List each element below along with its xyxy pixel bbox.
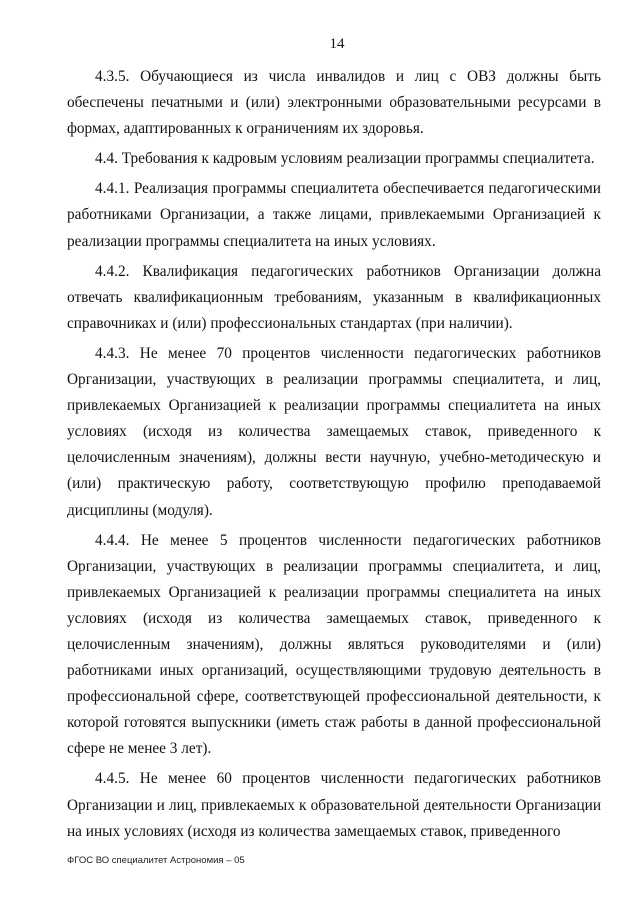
paragraph-4-4-3: 4.4.3. Не менее 70 процентов численности педагогических работников Организации, участвующих в реализации программы специалитета, и лиц, привлекаемых Организацией к реализации программы специалитета на иных условиях (исходя из количества замещаемых ставок, приведенного к целочисленным значениям), должны вести научную, учебно-методическую и (или) практическую работу, соответствующую профилю преподаваемой дисциплины (модуля). bbox=[67, 344, 601, 519]
page-footer: ФГОС ВО специалитет Астрономия – 05 bbox=[67, 855, 245, 866]
paragraph-4-3-5: 4.3.5. Обучающиеся из числа инвалидов и лиц с ОВЗ должны быть обеспечены печатными и (или) электронными образовательными ресурсами в формах, адаптированных к ограничениям их здоровья. bbox=[67, 68, 601, 138]
paragraph-4-4-1: 4.4.1. Реализация программы специалитета обеспечивается педагогическими работниками Организации, а также лицами, привлекаемыми Организацией к реализации программы специалитета на иных условиях. bbox=[67, 180, 601, 250]
page-number: 14 bbox=[329, 36, 345, 52]
paragraph-4-4-5: 4.4.5. Не менее 60 процентов численности педагогических работников Организации и лиц, привлекаемых к образовательной деятельности Организации на иных условиях (исходя из количества замещаемых ставок, приведенного bbox=[67, 770, 601, 840]
paragraph-4-4: 4.4. Требования к кадровым условиям реализации программы специалитета. bbox=[95, 150, 595, 168]
paragraph-4-4-2: 4.4.2. Квалификация педагогических работников Организации должна отвечать квалификационным требованиям, указанным в квалификационных справочниках и (или) профессиональных стандартах (при наличии). bbox=[67, 262, 601, 332]
document-body bbox=[67, 64, 601, 849]
paragraph-4-4-4: 4.4.4. Не менее 5 процентов численности педагогических работников Организации, участвующих в реализации программы специалитета, и лиц, привлекаемых Организацией к реализации программы специалитета на иных условиях (исходя из количества замещаемых ставок, приведенного к целочисленным значениям), должны являться руководителями и (или) работниками иных организаций, осуществляющими трудовую деятельность в профессиональной сфере, соответствующей профессиональной деятельности, к которой готовятся выпускники (иметь стаж работы в данной профессиональной сфере не менее 3 лет). bbox=[67, 531, 601, 758]
